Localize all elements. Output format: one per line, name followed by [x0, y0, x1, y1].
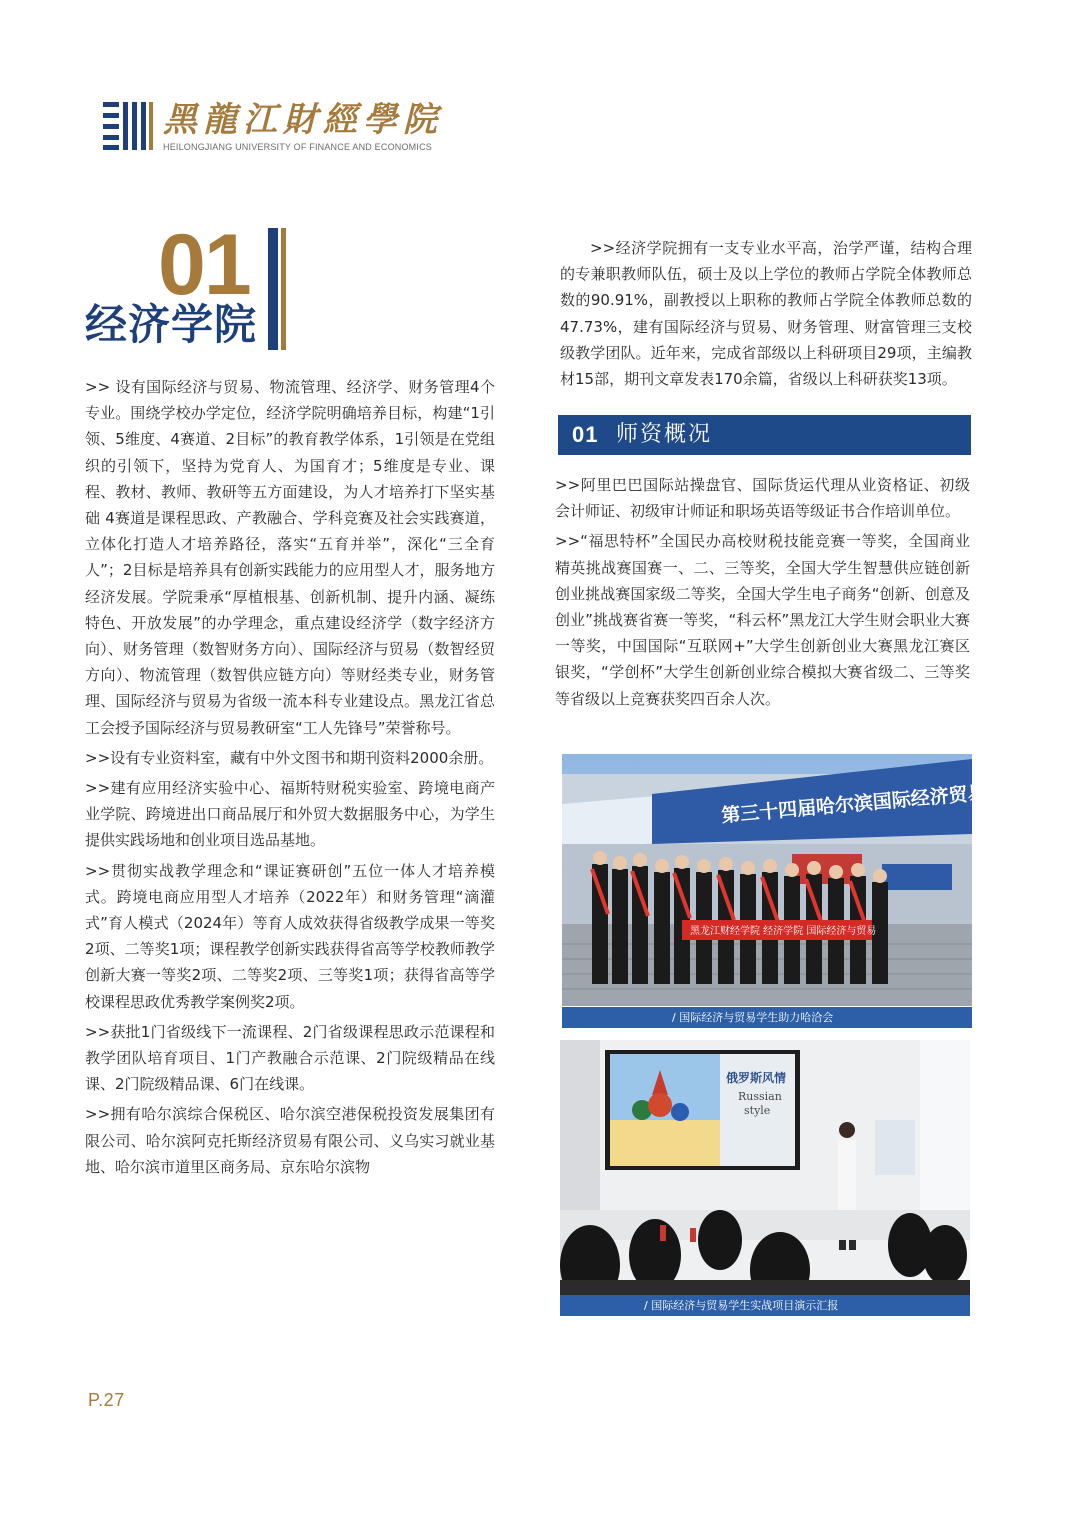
group-banner-text: 黑龙江财经学院 经济学院 国际经济与贸易	[690, 926, 877, 937]
logo-emblem-icon	[103, 102, 153, 150]
expo-banner-text: 第三十四届哈尔滨国际经济贸易洽谈会	[720, 776, 1045, 827]
paragraph: >>阿里巴巴国际站操盘官、国际货运代理从业资格证、初级会计师证、初级审计师证和职场英语等级证书合作培训单位。	[555, 476, 970, 521]
photo-caption: / 国际经济与贸易学生助力哈洽会	[562, 1007, 972, 1028]
photo-expo-group	[562, 754, 1045, 1006]
school-logo	[103, 100, 463, 156]
photo-classroom-presentation	[560, 1040, 970, 1296]
paragraph: >>“福思特杯”全国民办高校财税技能竞赛一等奖，全国商业精英挑战赛国赛一、二、三等奖，全国大学生智慧供应链创新创业挑战赛国家级二等奖，全国大学生电子商务“创新、创意及创业”挑战赛省赛一等奖，“科云杯”黑龙江大学生财会职业大赛一等奖，中国国际“互联网+”大学生创新创业大赛黑龙江赛区银奖，“学创杯”大学生创新创业综合模拟大赛省级二、三等奖等省级以上竞赛获奖四百余人次。	[555, 532, 970, 708]
subheading-band	[558, 415, 971, 455]
paragraph: >>获批1门省级线下一流课程、2门省级课程思政示范课程和教学团队培育项目、1门产教融合示范课、2门院级精品在线课、2门院级精品课、6门在线课。	[85, 1022, 495, 1094]
section-accent-bar-gold	[281, 228, 286, 350]
paragraph: >>拥有哈尔滨综合保税区、哈尔滨空港保税投资发展集团有限公司、哈尔滨阿克托斯经济贸易有限公司、义乌实习就业基地、哈尔滨市道里区商务局、京东哈尔滨物	[85, 1105, 495, 1176]
screen-title: 俄罗斯风情	[726, 1071, 787, 1085]
section-number: 01	[158, 217, 250, 313]
left-column-text	[85, 374, 495, 1184]
school-name-cn: 黑龍江財經學院	[163, 100, 443, 140]
section-title: 经济学院	[85, 300, 258, 349]
section-accent-bar	[268, 228, 278, 350]
right-column-text	[555, 472, 970, 716]
paragraph: >>设有专业资料室，藏有中外文图书和期刊资料2000余册。	[85, 748, 494, 767]
paragraph: >>贯彻实战教学理念和“课证赛研创”五位一体人才培养模式。跨境电商应用型人才培养（2022年）和财务管理“滴灌式”育人模式（2024年）等育人成效获得省级教学成果一等奖2项、二等奖1项；课程教学创新实践获得省高等学校教师教学创新大赛一等奖2项、二等奖2项、三等奖1项；获得省高等学校课程思政优秀教学案例奖2项。	[85, 861, 495, 1011]
paragraph: >> 设有国际经济与贸易、物流管理、经济学、财务管理4个专业。围绕学校办学定位，经济学院明确培养目标，构建“1引领、5维度、4赛道、2目标”的教育教学体系，1引领是在党组织的引领下，坚持为党育人、为国育才；5维度是专业、课程、教材、教师、教研等五方面建设，为人才培养打下坚实基础 4赛道是课程思政、产教融合、学科竞赛及社会实践赛道，立体化打造人才培养路径，落实“五育并举”，深化“三全育人”；2目标是培养具有创新实践能力的应用型人才，服务地方经济发展。学院秉承“厚植根基、创新机制、提升内涵、凝练特色、开放发展”的办学理念，重点建设经济学（数字经济方向）、财务管理（数智财务方向）、国际经济与贸易（数智经贸方向）、物流管理（数智供应链方向）等财经类专业，财务管理、国际经济与贸易为省级一流本科专业建设点。黑龙江省总工会授予国际经济与贸易教研室“工人先锋号”荣誉称号。	[85, 378, 495, 737]
expo-photo-illustration	[562, 754, 1045, 1006]
paragraph: >>经济学院拥有一支专业水平高，治学严谨，结构合理的专兼职教师队伍，硕士及以上学位的教师占学院全体教师总数的90.91%，副教授以上职称的教师占学院全体教师总数的47.73%，建有国际经济与贸易、财务管理、财富管理三支校级教学团队。近年来，完成省部级以上科研项目29项，主编教材15部，期刊文章发表170余篇，省级以上科研获奖13项。	[560, 239, 972, 389]
subheading-title: 师资概况	[616, 422, 713, 447]
photo-caption: / 国际经济与贸易学生实战项目演示汇报	[560, 1295, 970, 1316]
paragraph: >>建有应用经济实验中心、福斯特财税实验室、跨境电商产业学院、跨境进出口商品展厅和外贸大数据服务中心，为学生提供实践场地和创业项目选品基地。	[85, 779, 495, 850]
screen-subtitle-1: Russian	[738, 1090, 782, 1103]
right-column-intro	[560, 235, 972, 396]
screen-subtitle-2: style	[744, 1104, 771, 1117]
page-number: P.27	[88, 1390, 125, 1410]
subheading-number: 01	[572, 422, 599, 447]
school-name-en: HEILONGJIANG UNIVERSITY OF FINANCE AND ECONOMICS	[163, 142, 432, 152]
classroom-photo-illustration	[560, 1040, 970, 1296]
